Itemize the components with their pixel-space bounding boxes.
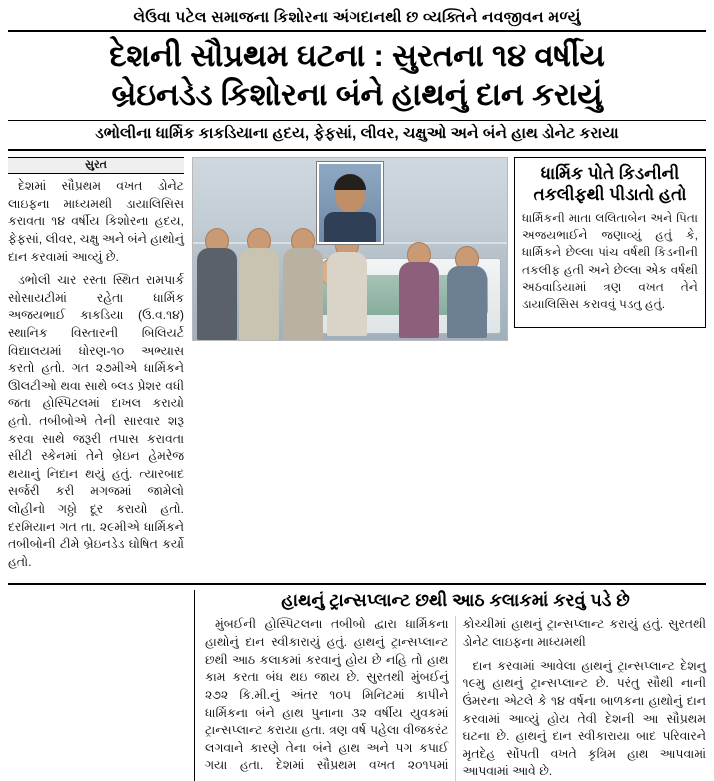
bottom-section xyxy=(8,583,706,780)
sidebar-box-title xyxy=(522,163,698,206)
bottom-article-title: હાથનું ટ્રાન્સપ્લાન્ટ છથી આઠ કલાકમાં કરવું પડે છે xyxy=(281,590,630,611)
paragraph: દાન કરવામાં આવેલા હાથનું ટ્રાન્સપ્લાન્ટ દેશનુ ૧૯મુ હાથનું ટ્રાન્સપ્લાન્ટ છે. પરંતુ સૌથી નાની ઉંમરના એટલે કે ૧૪ વર્ષના બાળકના હાથોનું દાન કરવામાં આવ્યું હોય તેવી દેશની આ સૌપ્રથમ ઘટના છે. હાથનું દાન સ્વીકારાયા બાદ પરિવારને મૃતદેહ સોંપતી વખતે કૃત્રિમ હાથ આપવામાં આપવામાં આવે છે. xyxy=(462,658,706,779)
headline-line-1: દેશની સૌપ્રથમ ઘટના : સુરતના ૧૪ વર્ષીય xyxy=(109,38,605,74)
sidebar-box xyxy=(514,157,706,327)
headline-line-2: બ્રેઇનડેડ કિશોરના બંને હાથનું દાન કરાયું xyxy=(111,77,603,113)
paragraph: દેશમાં સૌપ્રથમ વખત ડોનેટ લાઇફના માધ્યમથી ડાયાલિસિસ કરાવતા ૧૪ વર્ષીય કિશોરના હદય, ફેફસાં, લીવર, ચક્ષુ અને બંને હાથોનું દાન કરવામાં આવ્યું છે. xyxy=(8,179,184,264)
kicker-text: લેઉવા પટેલ સમાજના કિશોરના અંગદાનથી છ વ્યક્તિને નવજીવન મળ્યું xyxy=(133,9,581,26)
person-body xyxy=(399,262,439,338)
person-body xyxy=(327,252,367,336)
box-title-line-2: તકલીફથી પીડાતો હતો xyxy=(533,185,687,205)
center-column xyxy=(192,157,506,341)
sidebar-box-text xyxy=(522,210,698,314)
main-content xyxy=(8,157,706,577)
hospital-ward-photo xyxy=(192,157,508,341)
donor-portrait-inset xyxy=(317,162,383,244)
person-body xyxy=(197,248,237,340)
visitor-figure xyxy=(325,232,369,336)
right-column xyxy=(514,157,706,327)
divider-top-thick xyxy=(8,30,706,32)
portrait-hair xyxy=(334,174,366,190)
bottom-left-spacer xyxy=(8,590,184,780)
person-body xyxy=(239,248,279,340)
dateline: સુરત xyxy=(8,157,184,174)
visitor-figure xyxy=(237,228,281,340)
visitor-figure xyxy=(445,246,489,338)
box-title-line-1: ધાર્મિક પોતે કિડનીની xyxy=(540,164,680,184)
left-column-text xyxy=(8,178,184,571)
visitor-figure xyxy=(281,228,325,340)
portrait-body xyxy=(324,212,376,242)
bottom-article xyxy=(194,590,706,780)
visitor-figure xyxy=(397,242,441,338)
paragraph: ડભોલી ચાર રસ્તા સ્થિત રામપાર્ક સોસાયટીમાં રહેતા ધાર્મિક અજયભાઈ કાકડિયા (ઉ.વ.૧૪) સ્થાનિક વિસ્તારની બિલિયર્ટ વિદ્યાલયમાં ધોરણ-૧૦ અભ્યાસ કરતો હતો. ગત ૨૭મીએ ધાર્મિકને ઊલટીઓ થવા સાથે બ્લડ પ્રેશર વધી જતા હોસ્પિટલમાં દાખલ કરાયો હતો. તબીબોએ તેની સારવાર શરૂ કરવા સાથે જરૂરી તપાસ કરાવતા સીટી સ્કેનમાં તેને બ્રેઇન હેમરેજ થયાનું નિદાન થયું હતું. ત્યારબાદ સર્જરી કરી મગજમાં જામેલો લોહીનો ગઠ્ઠો દૂર કરાયો હતો. દરમિયાન ગત તા. ૨૯મીએ ધાર્મિકને તબીબોની ટીમે બ્રેઇનડેડ ઘોષિત કર્યો હતો. xyxy=(8,273,184,569)
paragraph: ધાર્મિકની માતા લલિતાબેન અને પિતા અજયભાઈને જણાવ્યું હતું કે, ધાર્મિકને છેલ્લા પાંચ વર્ષથી કિડનીની તકલીફ હતી અને છેલ્લા એક વર્ષથી અઠવાડિયામાં ત્રણ વખત તેને ડાયાલિસિસ કરાવવું પડતુ હતું. xyxy=(522,210,698,312)
left-column xyxy=(8,157,184,577)
subhead-text: ડભોલીના ધાર્મિક કાકડિયાના હદય, ફેફસાં, લીવર, ચક્ષુઓ અને બંને હાથ ડોનેટ કરાયા xyxy=(95,125,619,143)
paragraph: મુંબઈની હોસ્પિટલના તબીબો દ્વારા ધાર્મિકના હાથોનું દાન સ્વીકારાયું હતું. હાથનું ટ્રાન્સપ્લાન્ટ છથી આઠ કલાકમાં કરવાનું હોય છે નહિ તો હાથ કામ કરતા બંધ થઇ જાય છે. સુરતથી મુંબઈનું ૨૭૨ કિ.મી.નું અંતર ૧૦૫ મિનિટમાં કાપીને ધાર્મિકના બંને હાથ પુનાના ૩૨ વર્ષીય યુવકમાં ટ્રાન્સપ્લાન્ટ કરાયા હતા. ત્રણ વર્ષ પહેલા વીજકરંટ લગવાને કારણે તેના બંને હાથ અને પગ કપાઈ ગયા હતા. દેશમાં સૌપ્રથમ વખત ૨૦૧૫માં કોચ્ચીમાં હાથનું ટ્રાન્સપ્લાન્ટ કરાયું હતું. સુરતથી ડોનેટ લાઇફના માધ્યમથી xyxy=(205,617,706,773)
person-body xyxy=(283,248,323,340)
visitor-figure xyxy=(195,228,239,340)
bottom-article-body xyxy=(205,616,706,780)
person-body xyxy=(447,266,487,338)
page-headline xyxy=(8,36,706,114)
subhead-band xyxy=(8,120,706,151)
